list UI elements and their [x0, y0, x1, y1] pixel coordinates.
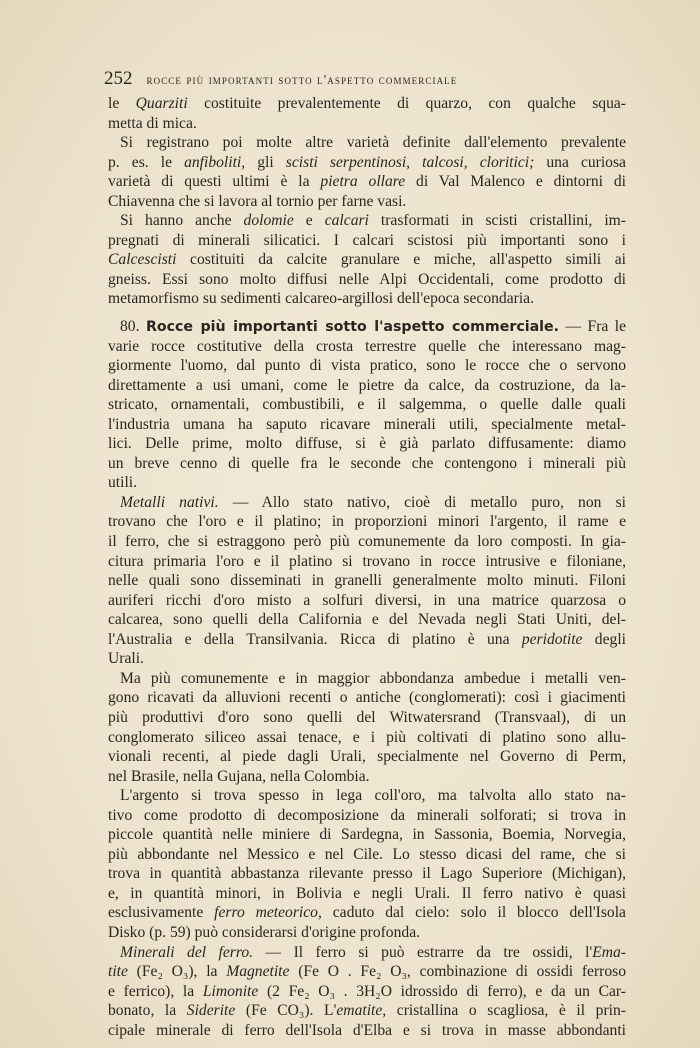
text-run: varie rocce costitutive della crosta terrestre quelle che interessano mag- — [108, 337, 626, 355]
text-run: (Fe₂ O₃), la — [127, 963, 227, 981]
text-run: bonato, la — [108, 1002, 187, 1020]
text-run: (2 Fe₂ O₃ . 3H₂O idrossido di ferro), e da un Car- — [258, 982, 627, 1000]
text-run: p. es. le — [108, 153, 185, 171]
running-title: rocce più importanti sotto l'aspetto commerciale — [146, 72, 458, 87]
italic-term: pietra ollare — [320, 173, 406, 191]
text-run: una curiosa — [534, 153, 626, 171]
text-run: Chiavenna che si lavora al tornio per farne vasi. — [108, 192, 407, 210]
text-run: costituiti da calcite granulare e miche, all'aspetto simili ai — [176, 251, 626, 269]
text-line — [108, 708, 626, 728]
text-run: più produttivi d'oro sono quelli del Witwatersrand (Transvaal), di un — [108, 708, 626, 726]
text-run: pregnati di minerali silicatici. I calcari scistosi più importanti sono i — [108, 231, 626, 249]
text-run: (Fe O . Fe₂ O₃, combinazione di ossidi ferroso — [289, 963, 626, 981]
text-run: trova in quantità abbastanza rilevante presso il Lago Superiore (Michigan), — [108, 865, 626, 883]
italic-term: Ema- — [592, 943, 626, 961]
text-line — [108, 845, 626, 865]
text-run: tivo come prodotto di decomposizione da minerali solforati; si trova in — [108, 806, 626, 824]
text-line — [108, 94, 626, 114]
italic-term: scisti serpentinosi, talcosi, cloritici; — [285, 153, 535, 171]
text-line — [108, 649, 626, 669]
text-line — [108, 591, 626, 611]
text-run: gneiss. Essi sono molto diffusi nelle Alpi Occidentali, come prodotto di — [108, 270, 626, 288]
text-line — [108, 211, 626, 231]
text-line — [108, 376, 626, 396]
page-body-text — [108, 94, 626, 1040]
text-run: direttamente a usi umani, come le pietre da calce, da costruzione, da la- — [108, 376, 626, 394]
text-line — [108, 630, 626, 650]
text-run: auriferi ricchi d'oro misto a solfuri diversi, in una matrice quarzosa o — [108, 591, 626, 609]
text-line — [108, 610, 626, 630]
text-line — [108, 552, 626, 572]
text-line — [108, 825, 626, 845]
text-line — [108, 1021, 626, 1041]
text-run: — Il ferro si può estrarre da tre ossidi, l' — [253, 943, 593, 961]
italic-term: peridotite — [521, 630, 583, 648]
text-line — [108, 962, 626, 982]
text-run: giormente l'uomo, dal punto di vista pratico, sono le rocce che o servono — [108, 357, 626, 375]
text-run: gono ricavati da alluvioni recenti o antiche (conglomerati): così i giacimenti — [108, 689, 626, 707]
text-line — [108, 133, 626, 153]
text-run: Ma più comunemente e in maggior abbondanza ambedue i metalli ven- — [120, 669, 626, 687]
text-line — [108, 786, 626, 806]
text-line — [108, 473, 626, 493]
text-line — [108, 903, 626, 923]
text-run: più abbondante nel Messico e nel Cile. Lo stesso dicasi del rame, che si — [108, 845, 626, 863]
text-line — [108, 434, 626, 454]
text-run: un breve cenno di quelle fra le seconde che contengono i minerali più — [108, 454, 626, 472]
text-run: Urali. — [108, 650, 144, 668]
text-line — [108, 767, 626, 787]
text-line — [108, 923, 626, 943]
text-run: varietà di questi ultimi è la — [108, 173, 321, 191]
text-run: cristallina o scagliosa, è il prin- — [386, 1002, 626, 1020]
italic-term: ferro meteorico, — [214, 904, 322, 922]
text-run: Si hanno anche — [120, 212, 244, 230]
text-run: piccole quantità nelle miniere di Sardegna, in Sassonia, Boemia, Norvegia, — [108, 826, 626, 844]
text-run: costituite prevalentemente di quarzo, con qualche squa- — [187, 95, 626, 112]
text-run: Disko (p. 59) può considerarsi d'origine profonda. — [108, 923, 421, 941]
text-line — [108, 943, 626, 963]
italic-term: tite — [108, 963, 128, 981]
section-heading-line — [108, 317, 626, 337]
italic-term: Magnetite — [226, 963, 290, 981]
text-line — [108, 747, 626, 767]
text-line — [108, 454, 626, 474]
text-line — [108, 270, 626, 290]
text-run: metta di mica. — [108, 114, 197, 132]
text-line — [108, 172, 626, 192]
text-run: — Fra le — [559, 318, 626, 336]
text-line — [108, 688, 626, 708]
text-line — [108, 669, 626, 689]
italic-term: Calcescisti — [108, 251, 177, 269]
text-run: stricato, ornamentali, combustibili, e il salgemma, o quelle dalle quali — [108, 396, 626, 414]
text-line — [108, 250, 626, 270]
text-run: le — [108, 95, 136, 112]
text-line — [108, 806, 626, 826]
text-line — [108, 884, 626, 904]
text-line — [108, 415, 626, 435]
text-run: lici. Delle prime, molto diffuse, si è già parlato diffusamente: diamo — [108, 435, 626, 453]
text-run: l'industria umana ha saputo ricavare minerali utili, specialmente metal- — [108, 415, 626, 433]
text-line — [108, 982, 626, 1002]
text-run: metamorfismo su sedimenti calcareo-argillosi dell'epoca secondaria. — [108, 290, 534, 308]
text-run: degli — [582, 630, 626, 648]
text-run: — Allo stato nativo, cioè di metallo puro, non si — [218, 493, 626, 511]
text-line — [108, 512, 626, 532]
text-line — [108, 337, 626, 357]
text-line — [108, 289, 626, 309]
text-run: vionali recenti, al piede dagli Urali, specialmente nel Governo di Perm, — [108, 748, 626, 766]
text-line — [108, 153, 626, 173]
text-line — [108, 192, 626, 212]
text-line — [108, 356, 626, 376]
text-run: e ferrico), la — [108, 982, 203, 1000]
text-run: conglomerato siliceo assai tenace, e i più coltivati di platino sono allu- — [108, 728, 626, 746]
text-run: esclusivamente — [108, 904, 215, 922]
text-run: nelle quali sono disseminati in granelli generalmente molto minuti. Filoni — [108, 572, 626, 590]
italic-term: Siderite — [186, 1002, 236, 1020]
text-run: Si registrano poi molte altre varietà definite dall'elemento prevalente — [120, 134, 626, 152]
text-run: e, in quantità minori, in Bolivia e negli Urali. Il ferro nativo è quasi — [108, 884, 626, 902]
text-run: cipale minerale di ferro dell'Isola d'Elba e si trova in masse abbondanti — [108, 1021, 626, 1039]
text-line — [108, 395, 626, 415]
italic-term: anfiboliti, — [184, 153, 246, 171]
page-header — [104, 68, 626, 90]
italic-term: ematite, — [336, 1002, 387, 1020]
text-run: caduto dal cielo: solo il blocco dell'Isola — [321, 904, 626, 922]
text-line — [108, 571, 626, 591]
italic-term: calcari — [324, 212, 369, 230]
text-line — [108, 864, 626, 884]
text-run: di Val Malenco e dintorni di — [405, 173, 626, 191]
text-run: 80. — [120, 318, 146, 336]
page-number: 252 — [104, 68, 133, 89]
italic-term: Limonite — [202, 982, 259, 1000]
section-title: Rocce più importanti sotto l'aspetto commerciale. — [145, 319, 560, 336]
text-run: l'Australia e della Transilvania. Ricca di platino è una — [108, 630, 522, 648]
text-run: citura primaria l'oro e il platino si trovano in rocce intrusive e filoniane, — [108, 552, 626, 570]
italic-term: Quarziti — [135, 95, 188, 112]
text-run: gli — [245, 153, 286, 171]
text-line — [108, 728, 626, 748]
text-run: e — [293, 212, 325, 230]
text-run: (Fe CO₃). L' — [235, 1002, 337, 1020]
italic-term: dolomie — [243, 212, 294, 230]
text-run: calcarea, sono quelli della California e del Nevada negli Stati Uniti, del- — [108, 611, 626, 629]
text-run: trasformati in scisti cristallini, im- — [368, 212, 626, 230]
text-line — [108, 1001, 626, 1021]
text-run: nel Brasile, nella Gujana, nella Colombia. — [108, 767, 370, 785]
text-run: il ferro, che si estraggono però più comunemente da loro composti. In gia- — [108, 533, 626, 551]
text-line — [108, 231, 626, 251]
text-line — [108, 114, 626, 134]
italic-term: Minerali del ferro. — [120, 943, 254, 961]
italic-term: Metalli nativi. — [120, 493, 219, 511]
text-run: L'argento si trova spesso in lega coll'oro, ma talvolta allo stato na- — [120, 787, 626, 805]
text-run: utili. — [108, 474, 138, 492]
text-run: trovano che l'oro e il platino; in proporzioni minori l'argento, il rame e — [108, 513, 626, 531]
text-line — [108, 532, 626, 552]
text-line — [108, 493, 626, 513]
